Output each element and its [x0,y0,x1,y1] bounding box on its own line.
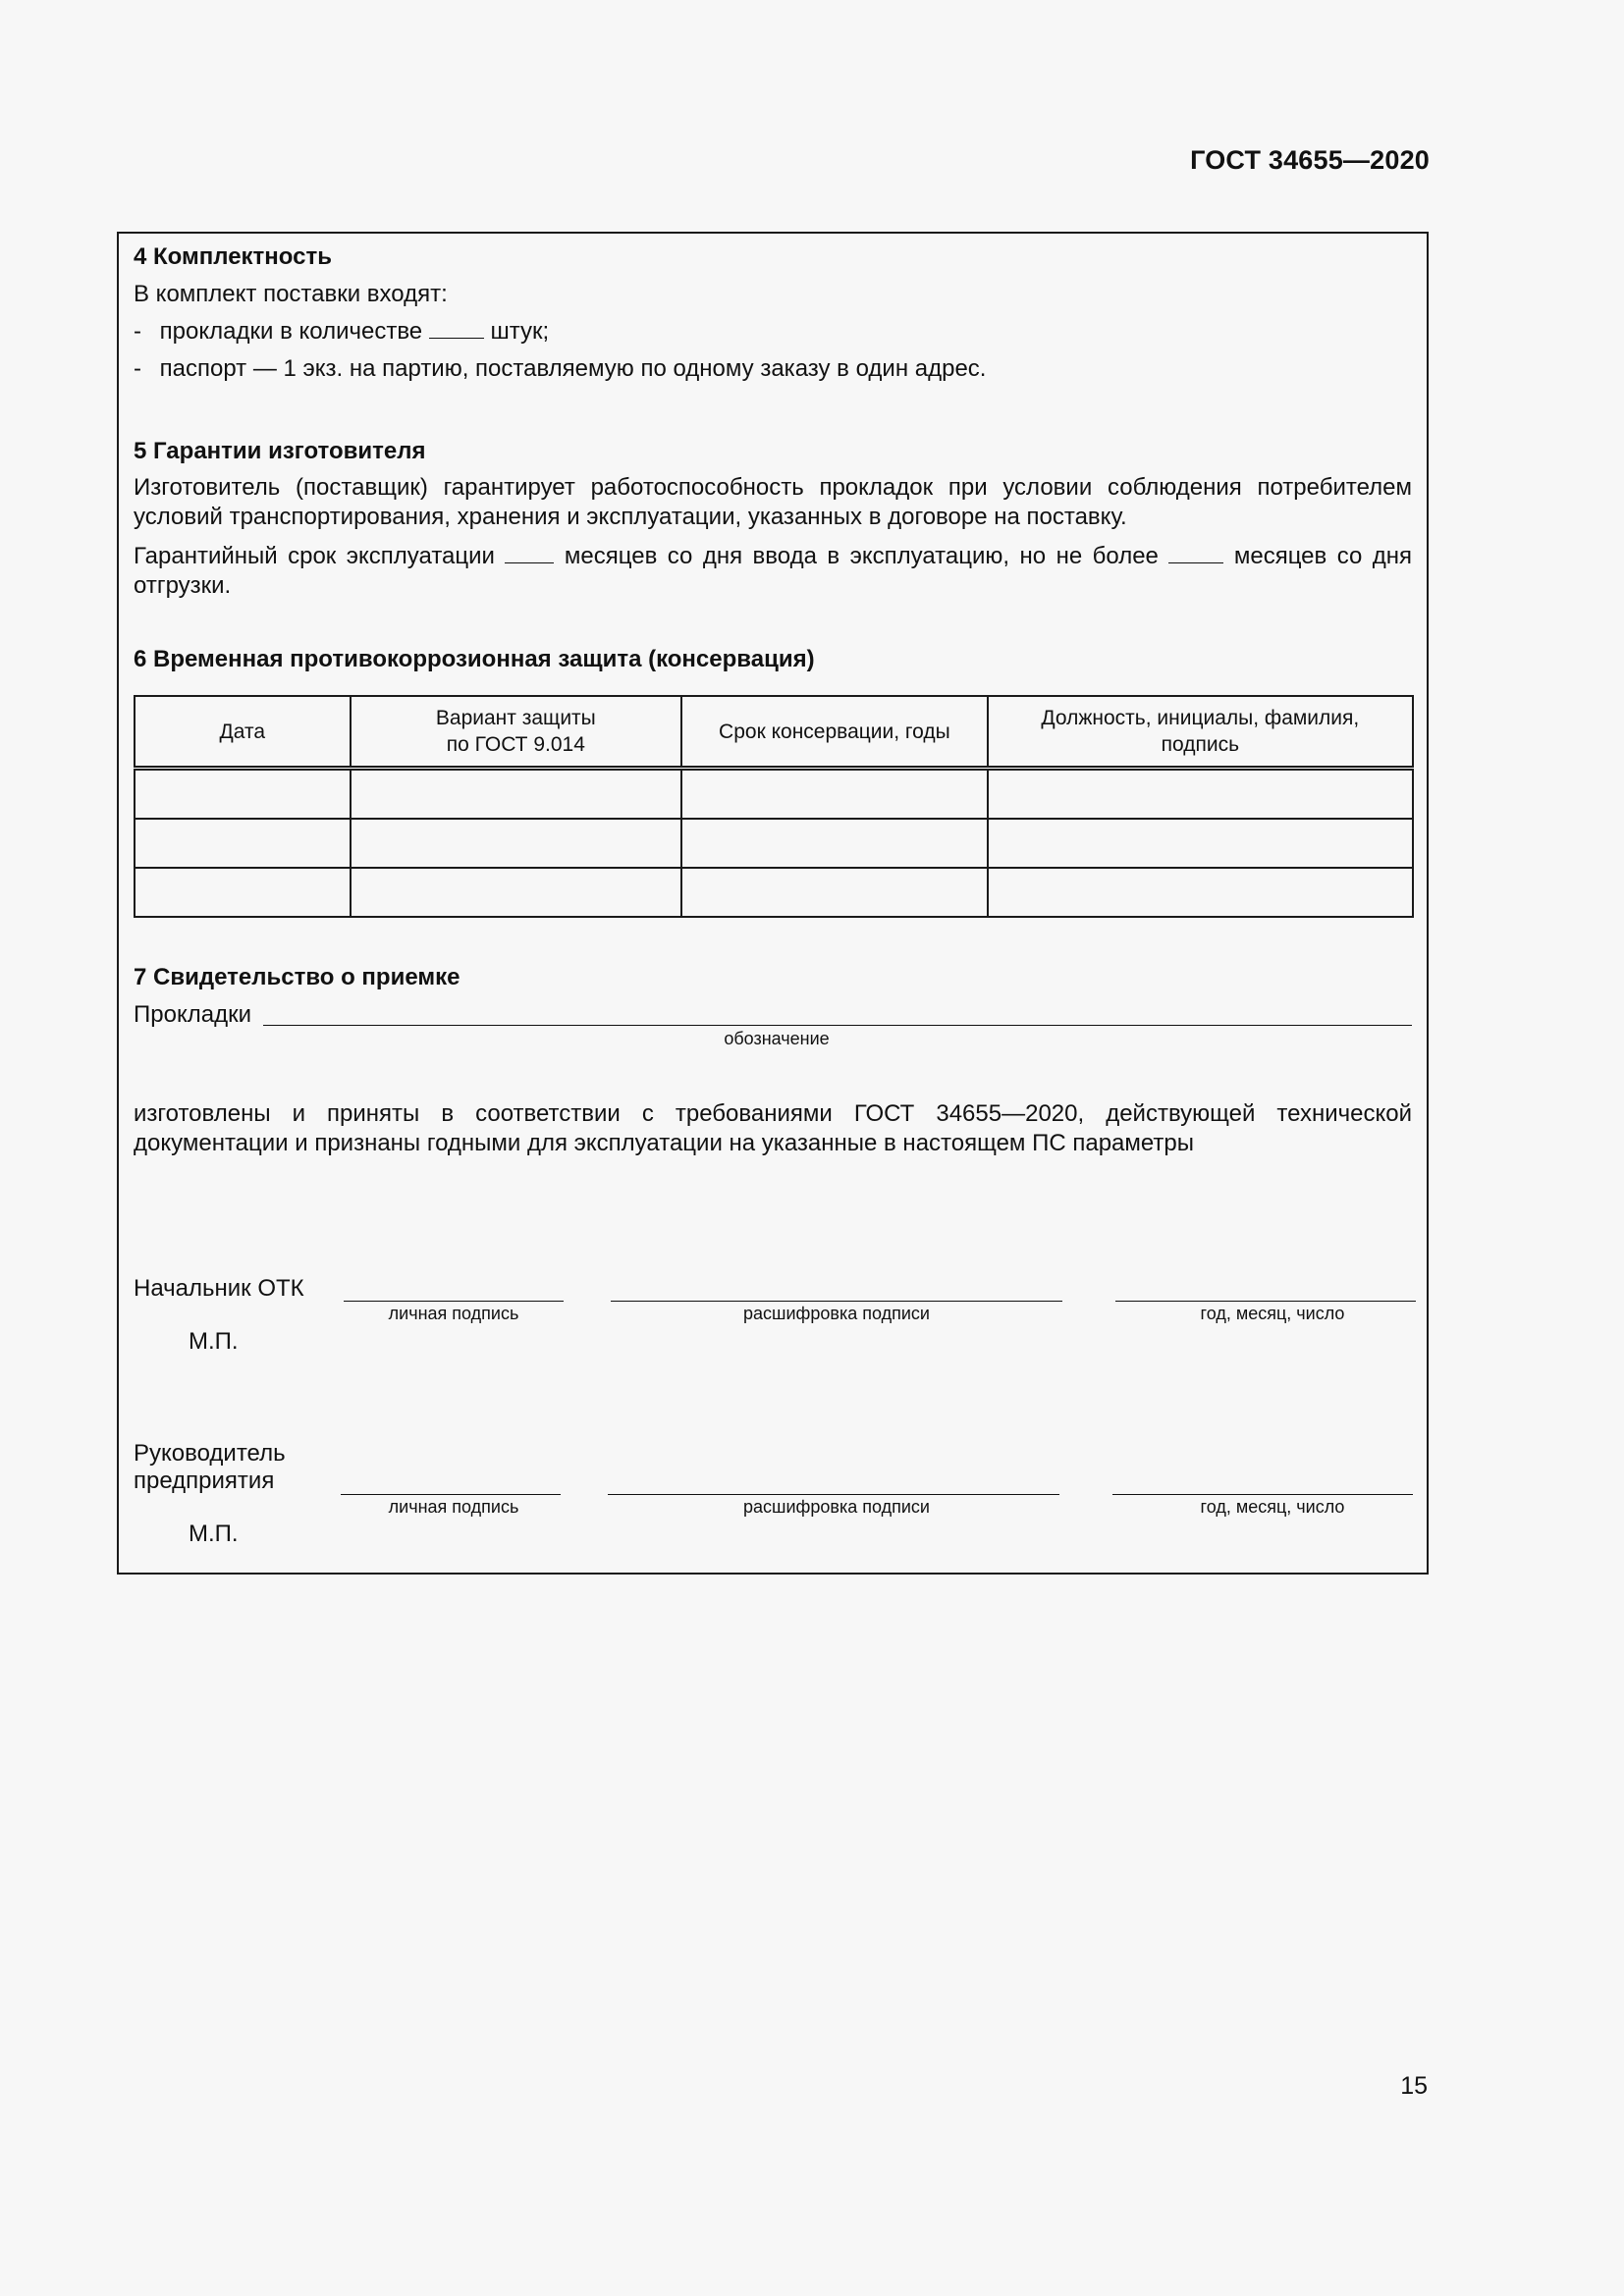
conservation-table [134,695,1414,918]
section-5-paragraph-2: Гарантийный срок эксплуатации месяцев со дня ввода в эксплуатацию, но не более месяцев со дня отгрузки. [134,543,1413,599]
section-5-title: 5 Гарантии изготовителя [134,438,426,464]
item-gaskets-unit: штук; [490,318,550,345]
section-4-item-gaskets: - прокладки в количестве штук; [134,318,550,345]
table-cell[interactable] [351,819,681,868]
table-cell[interactable] [135,868,351,917]
table-cell[interactable] [988,769,1413,820]
section-4-intro: В комплект поставки входят: [134,281,448,307]
otk-date-caption: год, месяц, число [1200,1304,1345,1323]
section-5-paragraph-1: Изготовитель (поставщик) гарантирует работоспособность прокладок при условии соблюдения потребителем условий транспортирования, хранения и эксплуатации, указанных в договоре на поставку. [134,474,1412,530]
table-row [135,769,1413,820]
warranty-max-months-blank [1168,543,1223,563]
enterprise-head-label-line-2: предприятия [134,1468,275,1494]
head-date-caption: год, месяц, число [1200,1497,1345,1517]
table-row [135,819,1413,868]
gaskets-label: Прокладки [134,1001,251,1028]
otk-date-line[interactable] [1115,1301,1416,1302]
designation-line[interactable] [263,1025,1412,1026]
otk-stamp-place: М.П. [189,1328,239,1355]
otk-personal-signature-caption: личная подпись [388,1304,519,1323]
column-header-signatory: Должность, инициалы, фамилия, подпись [988,696,1413,769]
head-signature-decode-caption: расшифровка подписи [743,1497,930,1517]
section-6-title: 6 Временная противокоррозионная защита (консервация) [134,646,815,672]
table-cell[interactable] [351,769,681,820]
otk-signature-decode-line[interactable] [611,1301,1062,1302]
section-7-title: 7 Свидетельство о приемке [134,964,460,990]
acceptance-statement: изготовлены и приняты в соответствии с требованиями ГОСТ 34655—2020, действующей технической документации и признаны годными для эксплуатации на указанные в настоящем ПС параметры [134,1100,1412,1156]
section-4-item-passport: - паспорт — 1 экз. на партию, поставляемую по одному заказу в один адрес. [134,355,987,382]
head-personal-signature-caption: личная подпись [388,1497,519,1517]
passport-form-frame [117,232,1429,1575]
table-cell[interactable] [135,769,351,820]
table-cell[interactable] [681,868,988,917]
table-cell[interactable] [351,868,681,917]
designation-caption: обозначение [724,1029,830,1048]
table-cell[interactable] [681,819,988,868]
head-stamp-place: М.П. [189,1521,239,1547]
section-4-title: 4 Комплектность [134,243,332,270]
conservation-table-header [135,696,1413,769]
table-cell[interactable] [681,769,988,820]
column-header-protection-variant: Вариант защиты по ГОСТ 9.014 [351,696,681,769]
table-cell[interactable] [988,819,1413,868]
otk-personal-signature-line[interactable] [344,1301,564,1302]
head-date-line[interactable] [1112,1494,1413,1495]
column-header-conservation-period: Срок консервации, годы [681,696,988,769]
enterprise-head-label-line-1: Руководитель [134,1440,286,1467]
warranty-months-blank [505,543,554,563]
otk-signature-decode-caption: расшифровка подписи [743,1304,930,1323]
otk-chief-label: Начальник ОТК [134,1275,304,1302]
document-code: ГОСТ 34655—2020 [1190,145,1430,175]
item-gaskets-text: прокладки в количестве [159,318,423,345]
head-signature-decode-line[interactable] [608,1494,1059,1495]
table-row [135,868,1413,917]
page-number: 15 [1400,2072,1428,2100]
table-cell[interactable] [988,868,1413,917]
item-passport-text: паспорт — 1 экз. на партию, поставляемую по одному заказу в один адрес. [159,355,987,382]
quantity-blank [429,318,484,339]
head-personal-signature-line[interactable] [341,1494,561,1495]
table-cell[interactable] [135,819,351,868]
column-header-date: Дата [135,696,351,769]
